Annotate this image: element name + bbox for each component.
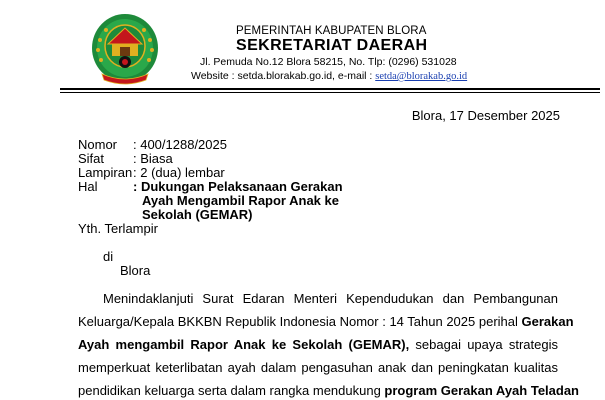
meta-label-hal: Hal xyxy=(78,179,98,194)
meta-value-lampiran: : 2 (dua) lembar xyxy=(133,165,225,180)
meta-label-lampiran: Lampiran xyxy=(78,165,133,180)
meta-label-nomor: Nomor xyxy=(78,137,118,152)
header-email-link[interactable]: setda@blorakab.go.id xyxy=(375,71,468,82)
body-line-2-text: Keluarga/Kepala BKKBN Republik Indonesia Nomor : 14 Tahun 2025 perihal xyxy=(78,314,522,329)
meta-value-hal-line2: Ayah Mengambil Rapor Anak ke xyxy=(142,193,339,208)
recipient-city: Blora xyxy=(120,263,151,278)
meta-value-hal-line3: Sekolah (GEMAR) xyxy=(142,207,253,222)
recipient-yth: Yth. Terlampir xyxy=(78,221,158,236)
letter-date: Blora, 17 Desember 2025 xyxy=(411,108,560,123)
header-website: Website : setda.blorakab.go.id, e-mail : xyxy=(191,70,376,82)
body-line-3-bold: Ayah mengambil Rapor Anak ke Sekolah (GEMAR), xyxy=(78,337,410,352)
meta-value-nomor: : 400/1288/2025 xyxy=(133,137,227,152)
body-line-5-bold: program Gerakan Ayah Teladan xyxy=(384,383,580,398)
header-address: Jl. Pemuda No.12 Blora 58215, No. Tlp: (0296) 531028 xyxy=(200,56,457,68)
blora-emblem-logo xyxy=(90,10,160,86)
body-line-3-text: sebagai upaya strategis xyxy=(409,337,558,352)
header-divider-thick xyxy=(60,88,600,90)
body-line-5-text: pendidikan keluarga serta dalam rangka mendukung xyxy=(78,383,385,398)
body-line-4: memperkuat keterlibatan ayah dalam pengasuhan anak dan peningkatan kualitas xyxy=(78,360,558,375)
body-line-1: Menindaklanjuti Surat Edaran Menteri Kependudukan dan Pembangunan xyxy=(103,291,558,306)
body-line-2 xyxy=(78,314,574,329)
meta-value-sifat: : Biasa xyxy=(133,151,173,166)
header-government: PEMERINTAH KABUPATEN BLORA xyxy=(236,25,427,37)
meta-value-hal-line1: : Dukungan Pelaksanaan Gerakan xyxy=(133,179,343,194)
header-contact xyxy=(191,70,467,82)
body-line-5 xyxy=(78,383,580,398)
recipient-di: di xyxy=(103,249,114,264)
body-line-2-bold: Gerakan xyxy=(521,314,574,329)
header-office: SEKRETARIAT DAERAH xyxy=(236,37,428,54)
meta-label-sifat: Sifat xyxy=(78,151,105,166)
header-divider-thin xyxy=(60,92,600,93)
body-line-3 xyxy=(78,337,558,352)
